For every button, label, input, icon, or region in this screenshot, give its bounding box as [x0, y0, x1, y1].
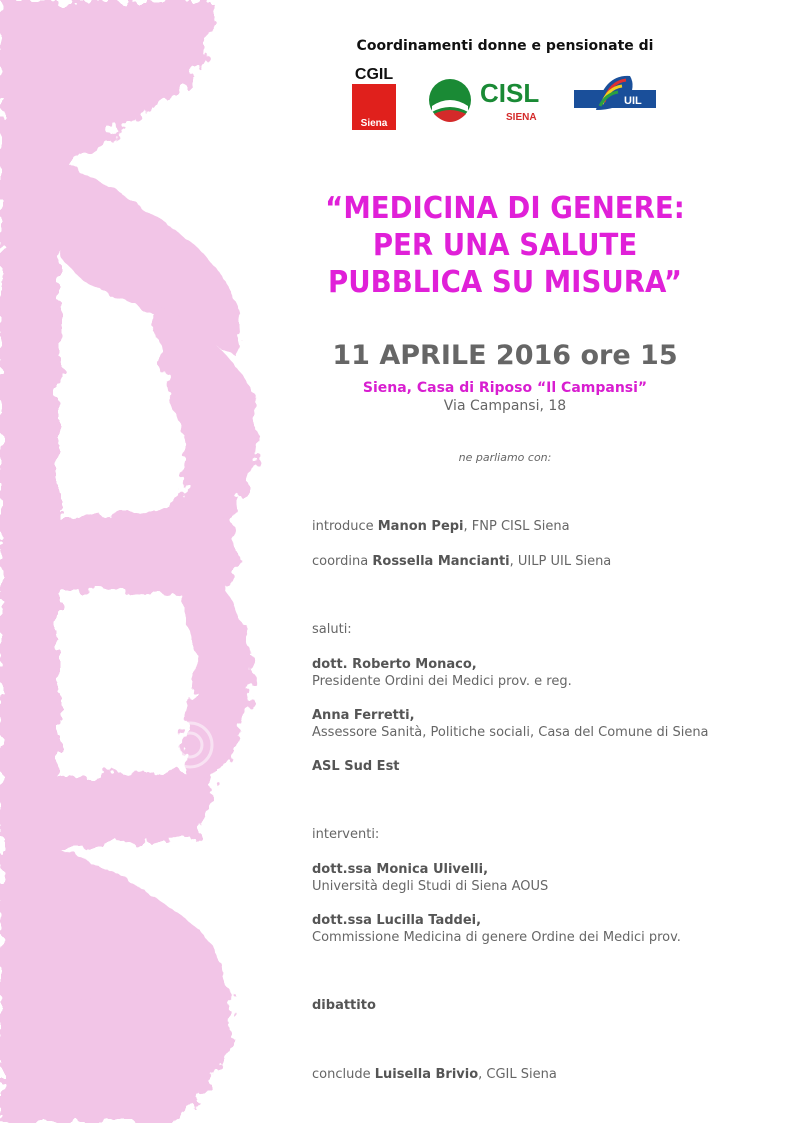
saluti-speaker-2 — [312, 707, 782, 741]
program-coordinator — [312, 553, 782, 570]
intro-suffix: , FNP CISL Siena — [463, 519, 570, 534]
intro-name: Manon Pepi — [377, 519, 464, 534]
program-intro — [312, 518, 782, 535]
saluti-speaker-1 — [312, 656, 782, 690]
coord-name: Rossella Mancianti — [372, 554, 510, 569]
saluti-speaker-1-role: Presidente Ordini dei Medici prov. e reg. — [312, 674, 572, 689]
interventi-label: interventi: — [312, 827, 380, 842]
saluti-speaker-2-name: Anna Ferretti, — [312, 708, 415, 723]
conclude-prefix: conclude — [312, 1067, 375, 1082]
interventi-speaker-2-role: Commissione Medicina di genere Ordine dei Medici prov. — [312, 930, 681, 945]
dibattito-label: dibattito — [312, 998, 376, 1013]
uil-logo — [574, 70, 656, 116]
event-place: Siena, Casa di Riposo “Il Campansi” — [362, 380, 648, 396]
cgil-logo-name: CGIL — [354, 66, 394, 83]
saluti-speaker-3-name: ASL Sud Est — [312, 759, 400, 774]
interventi-speaker-1 — [312, 861, 782, 895]
uil-logo-name: UIL — [624, 95, 642, 107]
coord-prefix: coordina — [312, 554, 373, 569]
cgil-logo — [350, 64, 398, 132]
speakers-intro: ne parliamo con: — [458, 451, 552, 464]
interventi-speaker-1-role: Università degli Studi di Siena AOUS — [312, 879, 549, 894]
saluti-speaker-3 — [312, 758, 782, 775]
cisl-logo-name: CISL — [480, 78, 540, 108]
event-title-line-1: “MEDICINA DI GENERE: — [325, 191, 685, 226]
header-title: Coordinamenti donne e pensionate di — [356, 38, 654, 54]
conclude-name: Luisella Brivio — [374, 1067, 479, 1082]
interventi-speaker-1-name: dott.ssa Monica Ulivelli, — [312, 862, 489, 877]
saluti-label: saluti: — [312, 622, 352, 637]
background-decoration — [0, 0, 300, 1123]
event-title — [312, 190, 698, 301]
coord-suffix: , UILP UIL Siena — [509, 554, 612, 569]
intro-prefix: introduce — [312, 519, 378, 534]
interventi-speaker-2 — [312, 912, 782, 946]
saluti-speaker-2-role: Assessore Sanità, Politiche sociali, Casa del Comune di Siena — [312, 725, 709, 740]
program-conclusion — [312, 1066, 782, 1083]
event-title-line-3: PUBBLICA SU MISURA” — [328, 265, 682, 300]
cisl-logo — [428, 72, 550, 128]
interventi-speaker-2-name: dott.ssa Lucilla Taddei, — [312, 913, 482, 928]
cisl-logo-sub: SIENA — [506, 112, 537, 123]
conclude-suffix: , CGIL Siena — [478, 1067, 557, 1082]
event-title-line-2: PER UNA SALUTE — [372, 228, 638, 263]
event-date: 11 APRILE 2016 ore 15 — [332, 340, 678, 371]
saluti-speaker-1-name: dott. Roberto Monaco, — [312, 657, 477, 672]
dibattito — [312, 997, 782, 1014]
cgil-logo-sub: Siena — [360, 118, 388, 129]
event-address: Via Campansi, 18 — [443, 398, 567, 414]
